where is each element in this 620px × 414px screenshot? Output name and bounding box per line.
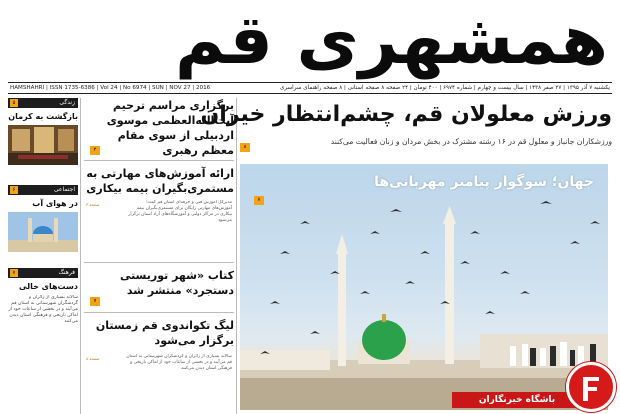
story-book[interactable] xyxy=(84,268,234,298)
left-column xyxy=(8,98,78,414)
section-culture[interactable] xyxy=(8,268,78,355)
story-title: ارائه آموزش‌های مهارتی به مستمری‌بگیران بیمه بیکاری xyxy=(86,167,234,195)
middle-column xyxy=(84,98,234,414)
story-training[interactable] xyxy=(84,166,234,196)
section-social[interactable] xyxy=(8,185,78,252)
newspaper-logo: همشهری قم xyxy=(175,1,608,80)
column-divider xyxy=(80,98,81,414)
story-page-note: صفحه ۳ xyxy=(86,202,100,207)
issue-info-strip xyxy=(8,82,612,94)
main-headline[interactable]: ورزش معلولان قم، چشم‌انتظار خیران xyxy=(200,102,612,127)
interior-photo xyxy=(8,125,78,165)
story-page-badge: ۷ xyxy=(90,297,100,306)
story-divider xyxy=(84,262,234,263)
story-title: برگزاری مراسم ترحیم آیت‌الله‌العظمی موسوی اردبیلی از سوی مقام معظم رهبری xyxy=(106,99,234,157)
section-page-badge: ۷ xyxy=(10,269,18,277)
mosque-photo xyxy=(8,212,78,252)
story-title: کتاب «شهر توریستی دستجرد» منتشر شد xyxy=(119,269,234,297)
main-subhead: ورزشکاران جانباز و معلول قم در ۱۶ رشته مشترک در بخش مردان و زنان فعالیت می‌کنند xyxy=(330,137,612,146)
photo-caption: جهان؛ سوگوار پیامبر مهربانی‌ها xyxy=(374,174,594,190)
section-label: ۶ اجتماعی xyxy=(8,185,78,195)
story-body-text: مدیرکل آموزش فنی و حرفه‌ای استان قم گفت: آموزش‌های مهارتی رایگان برای مستمری‌بگیران بیمه بیکاری در مراکز دولتی و آموزشگاه‌های آزاد استان برگزار می‌شود xyxy=(128,200,232,223)
section-title: دست‌های خالی xyxy=(19,282,78,291)
issue-info-english: HAMSHAHRI | ISSN 1735-6386 | Vol 24 | No 6974 | SUN | NOV 27 | 2016 xyxy=(10,85,211,91)
column-divider xyxy=(236,98,237,414)
story-body-text: سالانه بسیاری از زائران و گردشگران شهرستانی به استان قم می‌آیند و در بخشی از ساعات خود از اماکن تاریخی و فرهنگی استان دیدن می‌کنند xyxy=(126,354,232,371)
story-title: لیگ تکواندوی قم زمستان برگزار می‌شود xyxy=(95,319,234,347)
main-page-badge: ۸ xyxy=(240,143,250,152)
section-title: بازگشت به کرمان xyxy=(8,112,78,121)
watermark xyxy=(440,362,616,412)
section-title: در هوای آب xyxy=(32,199,78,208)
section-page-badge: ۶ xyxy=(10,186,18,194)
story-divider xyxy=(84,160,234,161)
section-label: ۷ فرهنگ xyxy=(8,268,78,278)
section-label: ۵ زندگی xyxy=(8,98,78,108)
story-page-note: صفحه ۸ xyxy=(86,356,100,361)
section-page-badge: ۵ xyxy=(10,99,18,107)
story-taekwondo[interactable] xyxy=(84,318,234,348)
story-page-badge: ۲ xyxy=(90,146,100,155)
section-life[interactable] xyxy=(8,98,78,165)
masthead xyxy=(0,0,620,82)
photo-page-badge: ۷ xyxy=(254,196,264,205)
story-divider xyxy=(84,312,234,313)
watermark-text: باشگاه خبرنگاران xyxy=(452,392,582,408)
section-body-text: سالانه بسیاری از زائران و گردشگران شهرستانی به استان قم می‌آیند و در بخشی از ساعات خود از اماکن تاریخی و فرهنگی استان دیدن می‌کنند xyxy=(8,295,78,324)
watermark-logo-icon xyxy=(566,362,616,412)
issue-info-persian: یکشنبه ۷ آذر ۱۳۹۵ | ۲۷ صفر ۱۴۳۸ | سال بیست و چهارم | شماره ۶۹۷۴ | ۴۰۰ تومان | ۲۴ صفحه ۸ صفحه استانی | ۸ صفحه راهنمای سراسری xyxy=(280,85,610,91)
